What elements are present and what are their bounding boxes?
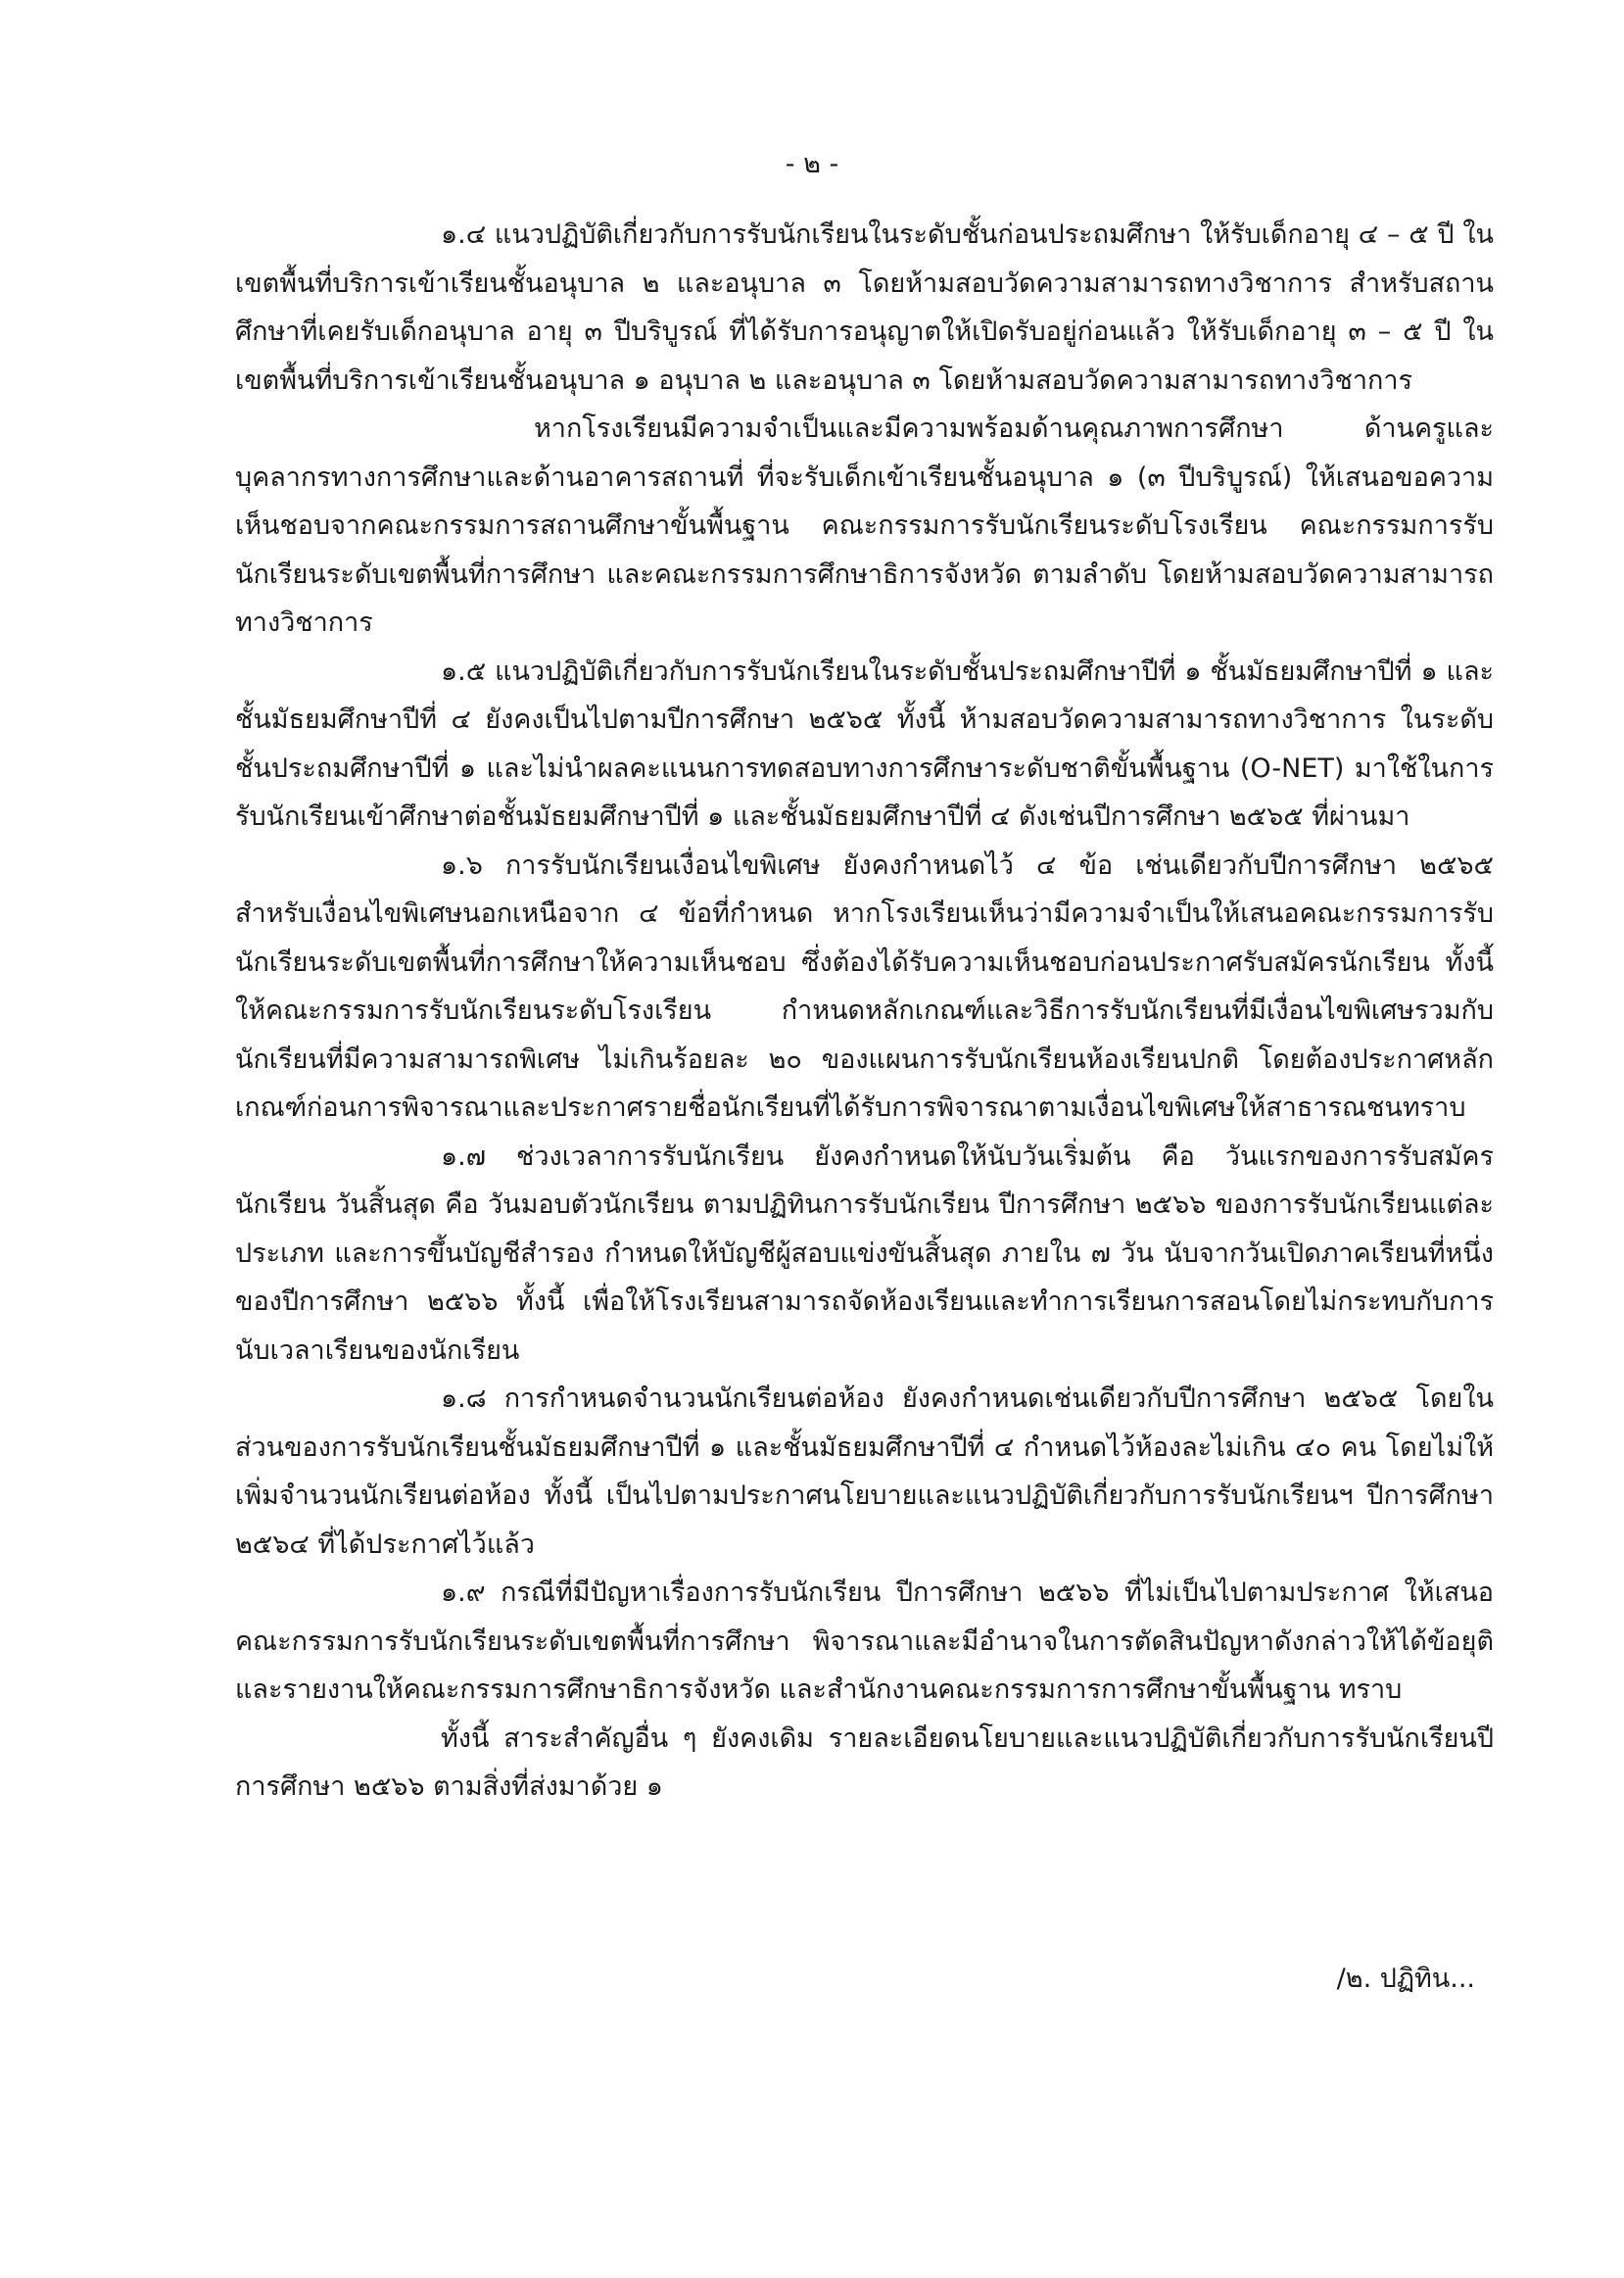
paragraph-1-8: ๑.๘ การกำหนดจำนวนนักเรียนต่อห้อง ยังคงกำหนดเช่นเดียวกับปีการศึกษา ๒๕๖๕ โดยในส่วนของการรับนักเรียนชั้นมัธยมศึกษาปีที่ ๑ และชั้นมัธยมศึกษาปีที่ ๔ กำหนดไว้ห้องละไม่เกิน ๔๐ คน โดยไม่ให้เพิ่มจำนวนนักเรียนต่อห้อง ทั้งนี้ เป็นไปตามประกาศนโยบายและแนวปฏิบัติเกี่ยวกับการรับนักเรียนฯ ปีการศึกษา ๒๕๖๔ ที่ได้ประกาศไว้แล้ว [235,1383,1494,1560]
paragraph-1-9: ๑.๙ กรณีที่มีปัญหาเรื่องการรับนักเรียน ปีการศึกษา ๒๕๖๖ ที่ไม่เป็นไปตามประกาศ ให้เสนอคณะกรรมการรับนักเรียนระดับเขตพื้นที่การศึกษา พิจารณาและมีอำนาจในการตัดสินปัญหาดังกล่าวให้ได้ข้อยุติ และรายงานให้คณะกรรมการศึกษาธิการจังหวัด และสำนักงานคณะกรรมการการศึกษาขั้นพื้นฐาน ทราบ [235,1577,1494,1705]
page-number: - ๒ - [785,149,839,179]
paragraph-1-7: ๑.๗ ช่วงเวลาการรับนักเรียน ยังคงกำหนดให้นับวันเริ่มต้น คือ วันแรกของการรับสมัครนักเรียน วันสิ้นสุด คือ วันมอบตัวนักเรียน ตามปฏิทินการรับนักเรียน ปีการศึกษา ๒๕๖๖ ของการรับนักเรียนแต่ละประเภท และการขึ้นบัญชีสำรอง กำหนดให้บัญชีผู้สอบแข่งขันสิ้นสุด ภายใน ๗ วัน นับจากวันเปิดภาคเรียนที่หนึ่งของปีการศึกษา ๒๕๖๖ ทั้งนี้ เพื่อให้โรงเรียนสามารถจัดห้องเรียนและทำการเรียนการสอนโดยไม่กระทบกับการนับเวลาเรียนของนักเรียน [235,1140,1494,1366]
paragraph-1-6: ๑.๖ การรับนักเรียนเงื่อนไขพิเศษ ยังคงกำหนดไว้ ๔ ข้อ เช่นเดียวกับปีการศึกษา ๒๕๖๕ สำหรับเงื่อนไขพิเศษนอกเหนือจาก ๔ ข้อที่กำหนด หากโรงเรียนเห็นว่ามีความจำเป็นให้เสนอคณะกรรมการรับนักเรียนระดับเขตพื้นที่การศึกษาให้ความเห็นชอบ ซึ่งต้องได้รับความเห็นชอบก่อนประกาศรับสมัครนักเรียน ทั้งนี้ ให้คณะกรรมการรับนักเรียนระดับโรงเรียน กำหนดหลักเกณฑ์และวิธีการรับนักเรียนที่มีเงื่อนไขพิเศษรวมกับนักเรียนที่มีความสามารถพิเศษ ไม่เกินร้อยละ ๒๐ ของแผนการรับนักเรียนห้องเรียนปกติ โดยต้องประกาศหลักเกณฑ์ก่อนการพิจารณาและประกาศรายชื่อนักเรียนที่ได้รับการพิจารณาตามเงื่อนไขพิเศษให้สาธารณชนทราบ [235,849,1494,1123]
document-body [235,211,1494,1812]
paragraph-summary: ทั้งนี้ สาระสำคัญอื่น ๆ ยังคงเดิม รายละเอียดนโยบายและแนวปฏิบัติเกี่ยวกับการรับนักเรียนปีการศึกษา ๒๕๖๖ ตามสิ่งที่ส่งมาด้วย ๑ [235,1722,1494,1802]
paragraph-1-5: ๑.๕ แนวปฏิบัติเกี่ยวกับการรับนักเรียนในระดับชั้นประถมศึกษาปีที่ ๑ ชั้นมัธยมศึกษาปีที่ ๑ และชั้นมัธยมศึกษาปีที่ ๔ ยังคงเป็นไปตามปีการศึกษา ๒๕๖๕ ทั้งนี้ ห้ามสอบวัดความสามารถทางวิชาการ ในระดับชั้นประถมศึกษาปีที่ ๑ และไม่นำผลคะแนนการทดสอบทางการศึกษาระดับชาติขั้นพื้นฐาน (O-NET) มาใช้ในการรับนักเรียนเข้าศึกษาต่อชั้นมัธยมศึกษาปีที่ ๑ และชั้นมัธยมศึกษาปีที่ ๔ ดังเช่นปีการศึกษา ๒๕๖๕ ที่ผ่านมา [235,655,1494,832]
paragraph-1-4-kindergarten-exception: หากโรงเรียนมีความจำเป็นและมีความพร้อมด้านคุณภาพการศึกษา ด้านครูและบุคลากรทางการศึกษาและด้านอาคารสถานที่ ที่จะรับเด็กเข้าเรียนชั้นอนุบาล ๑ (๓ ปีบริบูรณ์) ให้เสนอขอความเห็นชอบจากคณะกรรมการสถานศึกษาขั้นพื้นฐาน คณะกรรมการรับนักเรียนระดับโรงเรียน คณะกรรมการรับนักเรียนระดับเขตพื้นที่การศึกษา และคณะกรรมการศึกษาธิการจังหวัด ตามลำดับ โดยห้ามสอบวัดความสามารถทางวิชาการ [235,413,1494,638]
paragraph-1-4: ๑.๔ แนวปฏิบัติเกี่ยวกับการรับนักเรียนในระดับชั้นก่อนประถมศึกษา ให้รับเด็กอายุ ๔ – ๕ ปี ในเขตพื้นที่บริการเข้าเรียนชั้นอนุบาล ๒ และอนุบาล ๓ โดยห้ามสอบวัดความสามารถทางวิชาการ สำหรับสถานศึกษาที่เคยรับเด็กอนุบาล อายุ ๓ ปีบริบูรณ์ ที่ได้รับการอนุญาตให้เปิดรับอยู่ก่อนแล้ว ให้รับเด็กอายุ ๓ – ๕ ปี ในเขตพื้นที่บริการเข้าเรียนชั้นอนุบาล ๑ อนุบาล ๒ และอนุบาล ๓ โดยห้ามสอบวัดความสามารถทางวิชาการ [235,219,1494,396]
continuation-note: /๒. ปฏิทิน... [1336,1963,1475,1994]
